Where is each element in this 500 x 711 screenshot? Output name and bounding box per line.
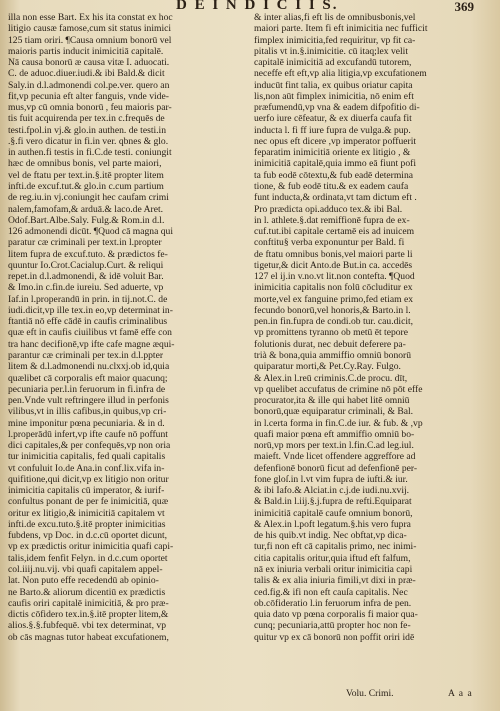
right-column bbox=[254, 12, 482, 643]
text-line: quitur vp ex cā bonorū non poffit oriri idē bbox=[254, 631, 415, 643]
catchword: Volu. Crimi. bbox=[346, 688, 394, 699]
text-line: defenfionē bonorū ficut ad defenfionē per- bbox=[254, 462, 418, 474]
text-line: tur,fi non eft cā capitalis primo, nec inimi- bbox=[254, 541, 417, 553]
text-line: C. de aduoc.diuer.iudi.& ibi Bald.& dicit bbox=[8, 68, 165, 80]
text-line: in l. athlete.§.dat remiffionē fupra de ex- bbox=[254, 214, 410, 226]
text-line: de his quib.vt indig. Nec obftat,vp dica- bbox=[254, 530, 407, 542]
text-line: ced.fig.& ifi non eft cauſa capitalis. Nec bbox=[254, 586, 408, 598]
text-line: confultus ponant de per fe inimicitiā, quæ bbox=[8, 496, 169, 508]
text-line: & Imo.in c.fin.de iureiu. Sed aduerte, vp bbox=[8, 282, 164, 294]
text-line: inimicitia capitalis cū imperator, & iurif- bbox=[8, 485, 165, 497]
text-line: & Alex.in l.poft legatum.§.his vero fupra bbox=[254, 518, 411, 530]
text-line: infti.de excuf.tut.& glo.in c.cum partium bbox=[8, 180, 164, 192]
text-line: talis & ex alia iniuria fimili,vt dixi in præ- bbox=[254, 575, 416, 587]
left-column bbox=[8, 12, 230, 643]
text-line: neceffe eft eft,vp alia litigia,vp excufationem bbox=[254, 68, 427, 80]
text-line: repet.in d.l.admonendi, & idē voluit Bar. bbox=[8, 271, 164, 283]
text-line: Nā causa bonorū æ causa vitæ I. aduocati. bbox=[8, 57, 170, 69]
text-line: quia dato vp pœna corporalis fi maior qua- bbox=[254, 609, 418, 621]
text-line: capitalē inimicitiā ad excufandū tutorem, bbox=[254, 57, 412, 69]
text-line: vp promittens tyranno ob metū ēt tepore bbox=[254, 327, 408, 339]
page-number: 369 bbox=[454, 0, 474, 14]
text-line: pitalis vt in.§.inimicitie. cū itaq;lex velit bbox=[254, 45, 409, 57]
text-line: & Bald.in l.iij.§.j.fupra de refti.Equiparat bbox=[254, 496, 412, 508]
text-line: uerfo iure cēfeatur, & ex diuerfa caufa fit bbox=[254, 113, 412, 125]
text-line: oritur ex litigio,& inimicitiā capitalem vt bbox=[8, 507, 165, 519]
text-line: pen.Vnde vult reftringere illud in perfonis bbox=[8, 395, 169, 407]
text-line: tis fuit acquirenda per tex.in c.frequēs de bbox=[8, 113, 165, 125]
text-line: fecundo bonorū,vel honoris,& Barto.in l. bbox=[254, 304, 411, 316]
text-line: pen.in fin.fupra de condi.ob tur. cau.dicit, bbox=[254, 316, 414, 328]
text-line: folutionis durat, nec debuit deferere pa- bbox=[254, 338, 406, 350]
text-line: de reg.iu.in vj.coniungit hec caufam crimi bbox=[8, 192, 169, 204]
text-line: quuntur Io.Crot.Cacialup.Curt. & reliqui bbox=[8, 259, 164, 271]
text-line: inducta l. fi ff iure fupra de vulga.& pup. bbox=[254, 124, 411, 136]
text-line: maioris partis inducit inimicitiā capitalē. bbox=[8, 45, 164, 57]
text-line: dictis cōfidero tex.in.§.itē propter litem,& bbox=[8, 609, 169, 621]
text-line: maieft. Vnde licet offendere aggreffore ad bbox=[254, 451, 416, 463]
text-line: præfumendū,vp vna & eadem difpofitio di- bbox=[254, 102, 420, 114]
text-line: de ftatu omnibus bonis,vel maiori parte li bbox=[254, 248, 413, 260]
text-line: quafi maior pœna eft ammiffio omniū bo- bbox=[254, 428, 415, 440]
text-line: inimicitia capitalis non folū cōcluditur ex bbox=[254, 282, 413, 294]
text-line: 125 tiam oriri. ¶Causa omnium bonorū vel bbox=[8, 34, 172, 46]
text-line: lis,non aūt fimplex inimicitia, nō enim eft bbox=[254, 90, 414, 102]
text-line: tione, & fub eodē titu.& ex eadem caufa bbox=[254, 180, 409, 192]
text-line: ne Barto.& aliorum dicentiū ex prædictis bbox=[8, 586, 166, 598]
text-line: vp quelibet accufatus de crimine nō pōt effe bbox=[254, 383, 423, 395]
text-line: ob cās magnas tutor habeat excufationem, bbox=[8, 631, 169, 643]
text-line: Odof.Bart.Albe.Saly. Fulg.& Rom.in d.l. bbox=[8, 214, 165, 226]
text-line: illa non esse Bart. Ex his ita constat ex hoc bbox=[8, 12, 173, 23]
text-line: fubdens, vp Doc. in d.c.cū oportet dicunt, bbox=[8, 530, 168, 542]
text-line: quiparatur morti,& Pet.Cy.Ray. Fulgo. bbox=[254, 361, 401, 373]
text-line: iudi.dicit,vp ille tex.in eo,vp determinat in- bbox=[8, 304, 173, 316]
text-line: conftitu§ verba exponuntur per Bald. fi bbox=[254, 237, 405, 249]
text-line: quifitione,qui dicit,vp ex litigio non oritur bbox=[8, 473, 169, 485]
text-line: nec opus eft dicere ,vp imperator poffuerit bbox=[254, 135, 417, 147]
text-line: funt inducta,& ordinata,vt tam dictum eft . bbox=[254, 192, 417, 204]
text-line: tra hanc decifionē,vp ifte cafe magne æqui- bbox=[8, 338, 175, 350]
text-line: tur inimicitia capitalis, fed quali capitalis bbox=[8, 451, 166, 463]
text-line: pecuniaria per.l.in feruorum in fi.infra de bbox=[8, 383, 166, 395]
text-line: litem fupra de excuf.tuto. & prædictos fe- bbox=[8, 248, 168, 260]
text-line: dici capitales,& per confequēs,vp non oria bbox=[8, 440, 171, 452]
text-line: trià & bona,quia ammiffio omniū bonorū bbox=[254, 349, 412, 361]
running-head: D E I N D I C I I S. bbox=[176, 0, 339, 13]
text-line: lat. Non puto effe recedendū ab opinio- bbox=[8, 575, 159, 587]
text-line: & ibi Iafo.& Alciat.in c.j.de iudi.nu.xvij. bbox=[254, 485, 410, 497]
text-line: maiori parte. Item fi eft inimicitia nec fufficit bbox=[254, 23, 428, 35]
text-line: fit,vp pecunia eft alter fanguis, vnde vide- bbox=[8, 90, 169, 102]
text-line: quælibet cā corporalis eft maior quacunq; bbox=[8, 372, 168, 384]
text-line: & inter alias,fi eft lis de omnibusbonis,vel bbox=[254, 12, 416, 23]
text-line: .§.fi vero dicatur in fi.in ver. qbnes & glo. bbox=[8, 135, 169, 147]
text-line: Pro prædicta opi.adduco tex.& ibi Bal. bbox=[254, 203, 403, 215]
text-line: in l.certa forma in fin.C.de iur. & fub. & ,vp bbox=[254, 417, 423, 429]
text-line: vel de ftatu per text.in.§.itē propter litem bbox=[8, 169, 164, 181]
text-line: hæc de omnibus bonis, vel parte maiori, bbox=[8, 158, 162, 170]
text-line: morte,vel ex fanguine primo,fed etiam ex bbox=[254, 293, 414, 305]
text-line: testi.fpol.in vj.& glo.in authen. de testi.in bbox=[8, 124, 167, 136]
text-line: fimplex inimicitia,fed requiritur, vp fit ca- bbox=[254, 34, 416, 46]
text-line: infti.de excu.tuto.§.itē propter inimicitias bbox=[8, 518, 166, 530]
text-line: feparatim inimicitiā oriente ex litigio , & bbox=[254, 147, 411, 159]
text-line: ta fub eodē cōtextu,& fub eadē determina bbox=[254, 169, 414, 181]
text-line: talis,idem fenfit Felyn. in d.c.cum oportet bbox=[8, 552, 168, 564]
text-line: alios.§.§.fubfequē. vbi tex determinat, vp bbox=[8, 620, 166, 632]
text-line: mine imponitur pœna pecuniaria. & in d. bbox=[8, 417, 165, 429]
text-line: vt confuluit Io.de Ana.in conf.lix.vifa in- bbox=[8, 462, 165, 474]
text-line: citia capitalis oritur,quia iftud eft falfum, bbox=[254, 552, 411, 564]
text-line: col.iiij.nu.vij. vbi quafi capitalem appel- bbox=[8, 564, 163, 576]
text-line: paratur cæ criminali per text.in l.propter bbox=[8, 237, 162, 249]
text-line: cuf.tut.ibi capitale certamē eis ad inuicem bbox=[254, 226, 415, 238]
text-line: fone gloſ.in l.vt vim fupra de iufti.& iur. bbox=[254, 473, 408, 485]
column-gutter bbox=[241, 16, 242, 699]
text-line: Iaf.in l.properandū in prin. in tij.not.C. de bbox=[8, 293, 168, 305]
text-line: quæ eft in caufis ciuilibus vt famē effe con bbox=[8, 327, 172, 339]
text-line: norū,vp mors per text.in l.fin.C.ad leg.iul. bbox=[254, 440, 414, 452]
signature-mark: A a a bbox=[448, 688, 473, 699]
text-line: 127 el ij.in v.no.vt lit.non contefta. ¶Quod bbox=[254, 271, 415, 283]
text-line: vilibus,vt in illis cafibus,in quibus,vp cri- bbox=[8, 406, 167, 418]
text-line: bonorū,quæ equiparatur criminali, & Bal. bbox=[254, 406, 414, 418]
text-line: Saly.in d.l.admonendi col.pe.ver. quero an bbox=[8, 79, 170, 91]
text-line: tigetur,& dicit Anto.de But.in ca. accedēs bbox=[254, 259, 413, 271]
text-line: ftantiā nō effe cādē in caufis criminalibus bbox=[8, 316, 168, 328]
text-line: cunq; pecuniaria,attū propter hoc non fe- bbox=[254, 620, 411, 632]
text-line: parantur cæ criminali per tex.in d.l.ppter bbox=[8, 349, 164, 361]
text-line: caufis oriri capitalē inimicitiā, & pro præ- bbox=[8, 597, 169, 609]
text-line: vp ex prædictis oritur inimicitia quafi capi- bbox=[8, 541, 174, 553]
text-line: 126 admonendi dicūt. ¶Quod cā magna qui bbox=[8, 226, 174, 238]
text-line: nā ex iniuria verbali oritur inimicitia capi bbox=[254, 564, 413, 576]
text-line: inimicitiā capitalē,quia immo eā fiunt pofi bbox=[254, 158, 416, 170]
text-line: procurator,ita & ille qui habet litē omniū bbox=[254, 395, 410, 407]
text-line: & Alex.in l.reū criminis.C.de procu. dīt, bbox=[254, 372, 408, 384]
text-line: inimicitiā capitalē caufe omnium bonorū, bbox=[254, 507, 413, 519]
text-line: litigio causæ famose,cum sit status inimici bbox=[8, 23, 172, 35]
text-line: mus,vp cū omnia bonorū , feu maioris par- bbox=[8, 102, 172, 114]
text-line: in authen.fi testis in fi.C.de testi. coniungit bbox=[8, 147, 172, 159]
text-line: l.properādū infert,vp ifte caufe nō poffunt bbox=[8, 428, 168, 440]
text-line: litem & d.l.admonendi nu.clxxj.ob id,quia bbox=[8, 361, 170, 373]
text-line: inducūt fint talia, ex quibus oriatur capita bbox=[254, 79, 413, 91]
text-line: ob.cōfideratio l.in feruorum infra de pen. bbox=[254, 597, 412, 609]
text-line: nalem,famofam,& arduā.& laco.de Aret. bbox=[8, 203, 164, 215]
